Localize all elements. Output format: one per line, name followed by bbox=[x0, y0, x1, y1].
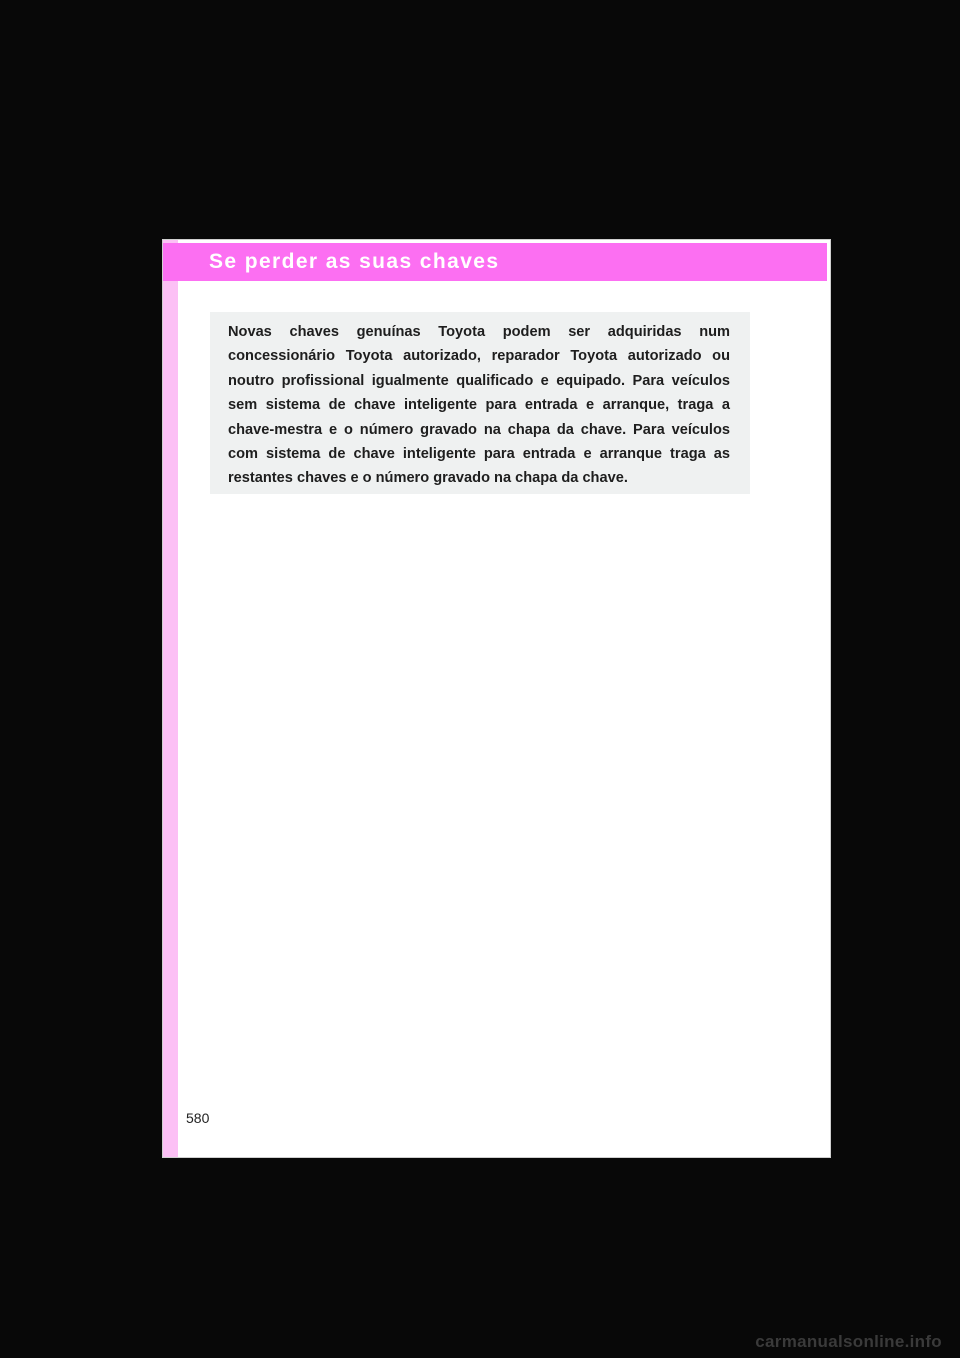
page-number: 580 bbox=[186, 1110, 210, 1126]
section-title: Se perder as suas chaves bbox=[209, 250, 500, 273]
manual-page bbox=[163, 240, 830, 1157]
note-box bbox=[210, 312, 750, 494]
section-side-bar bbox=[163, 240, 178, 1157]
watermark-text: carmanualsonline.info bbox=[755, 1332, 942, 1351]
note-text: Novas chaves genuínas Toyota podem ser adquiridas num concessionário Toyota autorizado, reparador Toyota autorizado ou noutro profissional igualmente qualificado e equipado. Para veículos sem sistema de chave inteligente para entrada e arranque, traga a chave-mestra e o número gravado na chapa da chave. Para veículos com sistema de chave inteligente para entrada e arranque traga as restantes chaves e o número gravado na chapa da chave. bbox=[228, 324, 730, 487]
